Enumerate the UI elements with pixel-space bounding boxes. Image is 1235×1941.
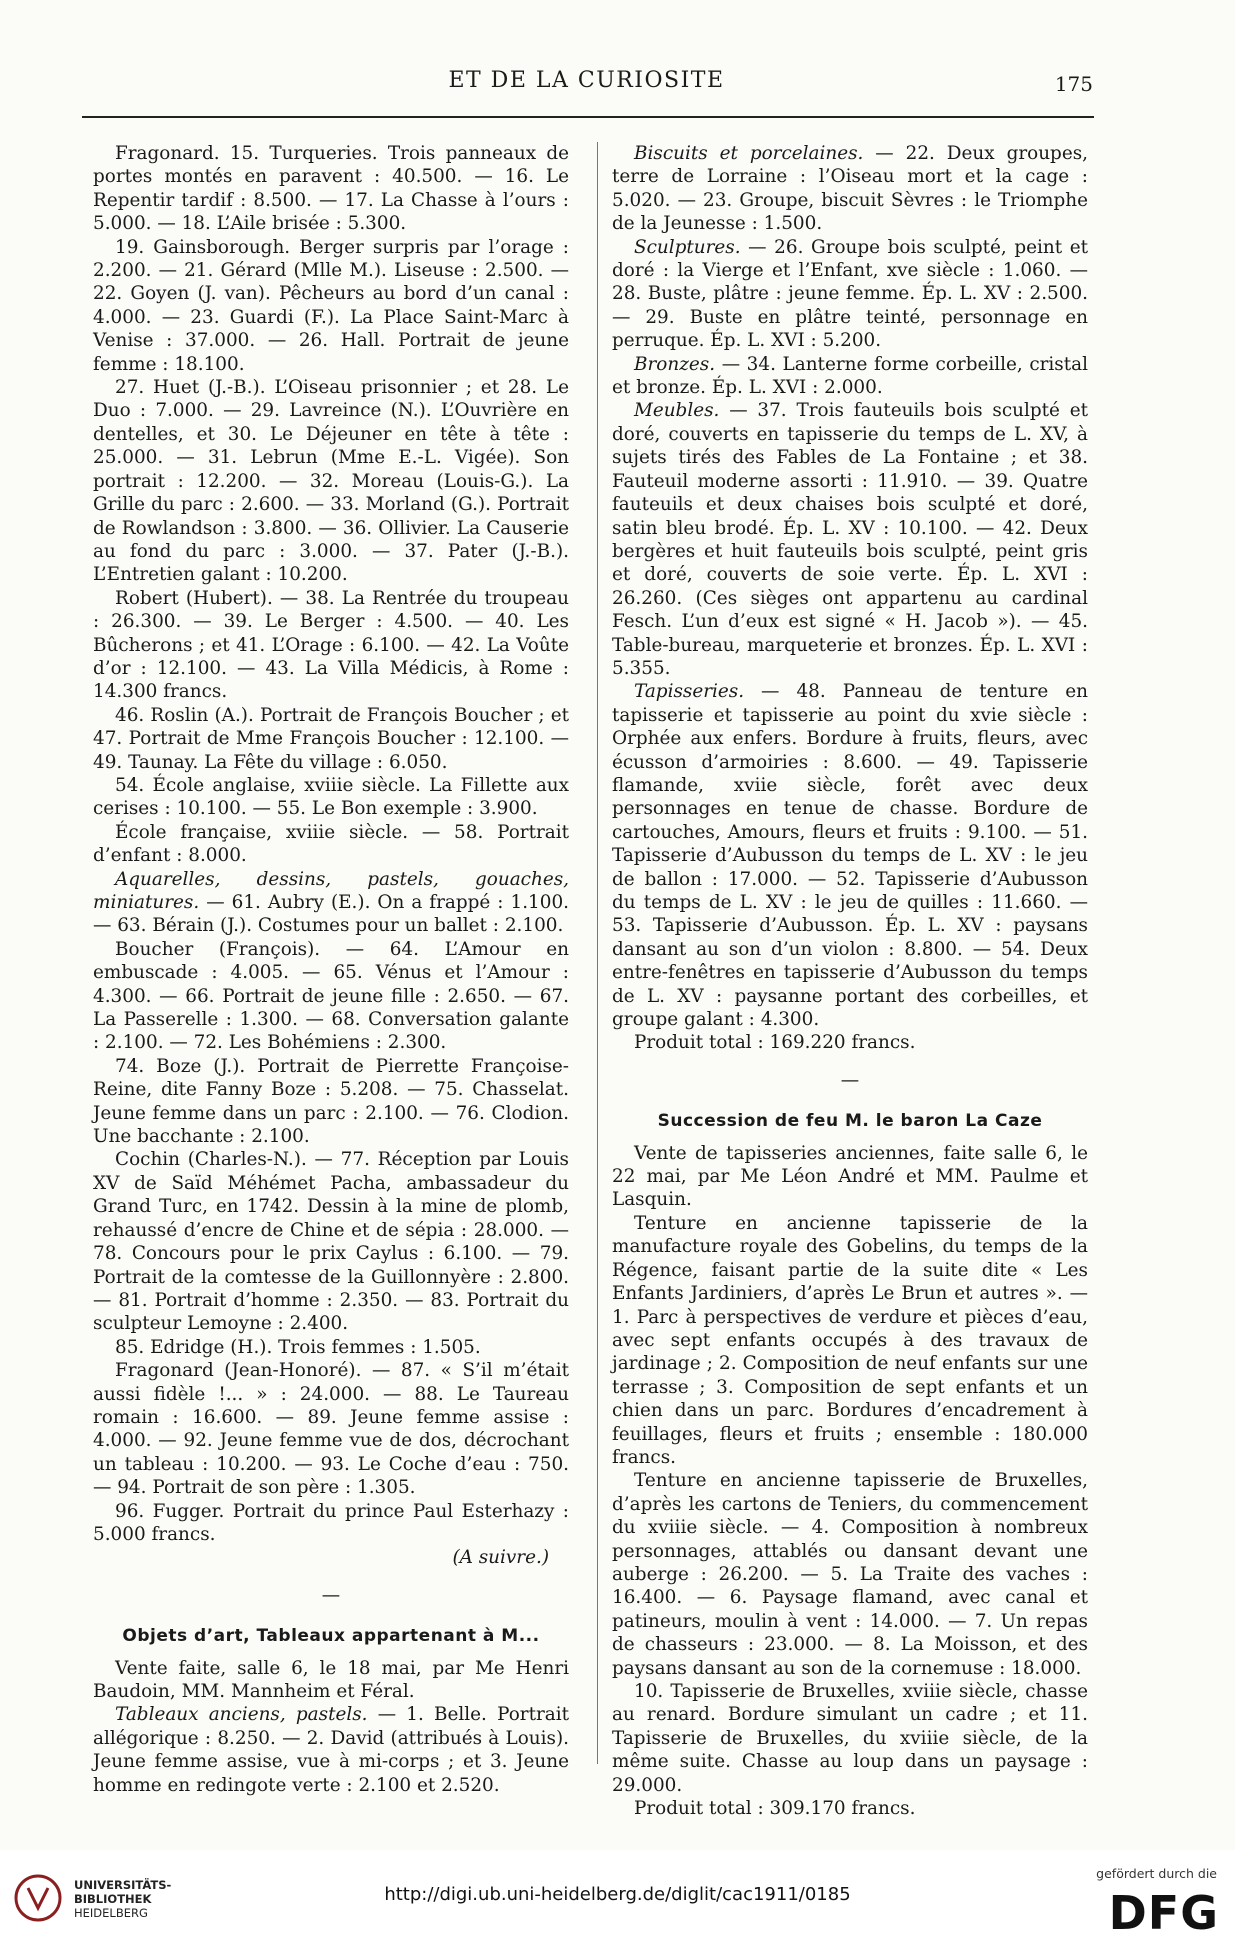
paragraph <box>612 680 1088 1031</box>
footer-bar <box>0 1850 1235 1941</box>
paragraph <box>93 821 569 868</box>
paragraph <box>612 1142 1088 1212</box>
paragraph <box>612 1469 1088 1680</box>
paragraph-text: — 48. Panneau de tenture en tapisserie et tapisserie au point du xvie siècle : Orphée aux enfers. Bordure à fruits, fleurs, avec écusson d’armoiries : 8.600. — 49. Tapisserie flamande, xviie siècle, forêt avec deux personnages en tenue de chasse. Bordure de cartouches, Amours, fleurs et fruits : 9.100. — 51. Tapisserie d’Aubusson du temps de L. XV : le jeu de ballon : 17.000. — 52. Tapisserie d’Aubusson du temps de L. XV : le jeu de quilles : 11.660. — 53. Tapisserie d’Aubusson. Ép. L. XV : paysans dansant au son d’un violon : 8.800. — 54. Deux entre-fenêtres en tapisserie d’Aubusson du temps de L. XV : paysanne portant des corbeilles, et groupe galant : 4.300. <box>612 681 1088 1031</box>
left-paragraphs <box>93 142 569 1546</box>
paragraph-text: Tenture en ancienne tapisserie de la manufacture royale des Gobelins, du temps de la Régence, faisant partie de la suite dite « Les Enfants Jardiniers, d’après Le Brun et autres ». — 1. Parc à perspectives de verdure et pièces d’eau, avec sept enfants occupés à des travaux de jardinage ; 2. Composition de neuf enfants sur une terrasse ; 3. Composition de sept enfants et un chien dans un parc. Bordures d’encadrement à feuillages, fleurs et fruits ; ensemble : 180.000 francs. <box>612 1212 1088 1468</box>
paragraph <box>93 1657 569 1704</box>
section-divider: — <box>321 1584 341 1606</box>
paragraph-text: Vente de tapisseries anciennes, faite salle 6, le 22 mai, par Me Léon André et MM. Paulme et Lasquin. <box>612 1142 1088 1211</box>
paragraph-text: — 37. Trois fauteuils bois sculpté et doré, couverts en tapisserie du temps de L. XV, à sujets tirés des Fables de La Fontaine ; et 38. Fauteuil moderne assorti : 11.910. — 39. Quatre fauteuils et deux chaises bois sculpté et doré, satin bleu brodé. Ép. L. XV : 10.100. — 42. Deux bergères et huit fauteuils bois sculpté, peint gris et doré, couverts de soie verte. Ép. L. XVI : 26.260. (Ces sièges ont appartenu au cardinal Fesch. L’un d’eux est signé « H. Jacob »). — 45. Table-bureau, marqueterie et bronzes. Ép. L. XVI : 5.355. <box>612 400 1088 679</box>
paragraph-text: — 26. Groupe bois sculpté, peint et doré : la Vierge et l’Enfant, xve siècle : 1.060. — 28. Buste, plâtre : jeune femme. Ép. L. XV : 2.500. — 29. Buste en plâtre teinté, personnage en perruque. Ép. L. XVI : 5.200. <box>612 236 1088 352</box>
paragraph <box>93 868 569 938</box>
paragraph-text: Cochin (Charles-N.). — 77. Réception par Louis XV de Saïd Méhémet Pacha, ambassadeur du Grand Turc, en 1742. Dessin à la mine de plomb, rehaussé d’encre de Chine et de sépia : 28.000. — 78. Concours pour le prix Caylus : 6.100. — 79. Portrait de la comtesse de la Guillonnyère : 2.800. — 81. Portrait d’homme : 2.350. — 83. Portrait du sculpteur Lemoyne : 2.400. <box>93 1149 569 1335</box>
paragraph-text: 27. Huet (J.-B.). L’Oiseau prisonnier ; et 28. Le Duo : 7.000. — 29. Lavreince (N.). L’Ouvrière en dentelles, et 30. Le Déjeuner en tête à tête : 25.000. — 31. Lebrun (Mme E.-L. Vigée). Son portrait : 12.200. — 32. Moreau (Louis-G.). La Grille du parc : 2.600. — 33. Morland (G.). Portrait de Rowlandson : 3.800. — 36. Ollivier. La Causerie au fond du parc : 3.000. — 37. Pater (J.-B.). L’Entretien galant : 10.200. <box>93 377 569 586</box>
library-name: UNIVERSITÄTS- BIBLIOTHEK HEIDELBERG <box>74 1878 172 1920</box>
paragraph <box>93 236 569 376</box>
permalink-url[interactable]: http://digi.ub.uni-heidelberg.de/diglit/cac1911/0185 <box>384 1884 851 1905</box>
paragraph <box>93 1359 569 1499</box>
paragraph-italic-lead: Tapisseries. <box>634 681 745 703</box>
paragraph <box>612 236 1088 353</box>
paragraph <box>93 376 569 587</box>
paragraph-text: 46. Roslin (A.). Portrait de François Boucher ; et 47. Portrait de Mme François Boucher : 12.100. — 49. Taunay. La Fête du village : 6.050. <box>93 704 569 773</box>
left-section-paragraphs <box>93 1657 569 1797</box>
paragraph <box>612 142 1088 236</box>
paragraph <box>93 1500 569 1547</box>
paragraph-italic-lead: Bronzes. <box>634 353 716 375</box>
section-heading-succession: Succession de feu M. le baron La Caze <box>657 1111 1043 1132</box>
paragraph-text: Produit total : 309.170 francs. <box>634 1798 916 1820</box>
paragraph-text: 85. Edridge (H.). Trois femmes : 1.505. <box>115 1336 481 1358</box>
header-rule <box>82 116 1094 118</box>
dfg-logo[interactable]: DFG <box>1108 1886 1219 1940</box>
paragraph-italic-lead: Tableaux anciens, pastels. <box>115 1704 368 1726</box>
paragraph-text: 74. Boze (J.). Portrait de Pierrette Françoise-Reine, dite Fanny Boze : 5.208. — 75. Chasselat. Jeune femme dans un parc : 2.100. — 76. Clodion. Une bacchante : 2.100. <box>93 1055 569 1148</box>
paragraph-text: — 22. Deux groupes, terre de Lorraine : l’Oiseau mort et la cage : 5.020. — 23. Groupe, biscuit Sèvres : le Triomphe de la Jeunesse : 1.500. <box>612 143 1088 235</box>
paragraph-text: Boucher (François). — 64. L’Amour en embuscade : 4.005. — 65. Vénus et l’Amour : 4.300. — 66. Portrait de jeune fille : 2.650. — 67. La Passerelle : 1.300. — 68. Conversation galante : 2.100. — 72. Les Bohémiens : 2.300. <box>93 938 569 1054</box>
paragraph <box>612 1797 1088 1820</box>
section-divider: — <box>840 1069 860 1091</box>
paragraph-text: 10. Tapisserie de Bruxelles, xviiie siècle, chasse au renard. Bordure simulant un cadre ; et 11. Tapisserie de Bruxelles, du xviiie siècle, de la même suite. Chasse au loup dans un paysage : 29.000. <box>612 1681 1088 1796</box>
paragraph-text: — 61. Aubry (E.). On a frappé : 1.100. — 63. Bérain (J.). Costumes pour un ballet : 2.100. <box>93 892 569 937</box>
paragraph-text: Vente faite, salle 6, le 18 mai, par Me Henri Baudoin, MM. Mannheim et Féral. <box>93 1657 569 1702</box>
page-number: 175 <box>1054 72 1093 96</box>
funding-label: gefördert durch die <box>1096 1866 1217 1881</box>
paragraph-text: Tenture en ancienne tapisserie de Bruxelles, d’après les cartons de Teniers, du commencement du xviiie siècle. — 4. Composition à nombreux personnages, attablés ou dansant devant une auberge : 26.200. — 5. La Traite des vaches : 16.400. — 6. Paysage flamand, avec canal et patineurs, moulin à vent : 14.000. — 7. Un repas de chasseurs : 23.000. — 8. La Moisson, et des paysans dansant au son de la cornemuse : 18.000. <box>612 1470 1088 1679</box>
header-title: ET DE LA CURIOSITE <box>448 68 725 93</box>
paragraph-text: Produit total : 169.220 francs. <box>634 1032 916 1054</box>
paragraph <box>93 938 569 1055</box>
paragraph-text: — 34. Lanterne forme corbeille, cristal et bronze. Ép. L. XVI : 2.000. <box>612 353 1088 399</box>
running-header <box>80 68 1093 108</box>
paragraph-italic-lead: Meubles. <box>634 400 720 422</box>
paragraph <box>93 1055 569 1149</box>
section-heading-objets: Objets d’art, Tableaux appartenant à M... <box>122 1626 540 1647</box>
paragraph-italic-lead: Sculptures. <box>634 236 741 258</box>
paragraph <box>612 1212 1088 1469</box>
paragraph-italic-lead: Aquarelles, dessins, pastels, gouaches, miniatures. <box>93 868 569 913</box>
a-suivre: (A suivre.) <box>452 1547 549 1569</box>
paragraph <box>93 587 569 704</box>
right-column <box>612 142 1088 1820</box>
paragraph-text: — 1. Belle. Portrait allégorique : 8.250. — 2. David (attribués à Louis). Jeune femme assise, vue à mi-corps ; et 3. Jeune homme en redingote verte : 2.100 et 2.520. <box>93 1704 570 1796</box>
left-column <box>93 142 569 1797</box>
paragraph-text: Fragonard (Jean-Honoré). — 87. « S’il m’était aussi fidèle !... » : 24.000. — 88. Le Taureau romain : 16.600. — 89. Jeune femme assise : 4.000. — 92. Jeune femme vue de dos, décrochant un tableau : 10.200. — 93. Le Coche d’eau : 750. — 94. Portrait de son père : 1.305. <box>93 1360 569 1499</box>
paragraph <box>93 774 569 821</box>
paragraph <box>93 1148 569 1335</box>
paragraph-text: Robert (Hubert). — 38. La Rentrée du troupeau : 26.300. — 39. Le Berger : 4.500. — 40. Les Bûcherons ; et 41. L’Orage : 6.100. — 42. La Voûte d’or : 12.100. — 43. La Villa Médicis, à Rome : 14.300 francs. <box>93 587 569 703</box>
paragraph <box>93 142 569 236</box>
paragraph <box>93 704 569 774</box>
paragraph-text: 19. Gainsborough. Berger surpris par l’orage : 2.200. — 21. Gérard (Mlle M.). Liseuse : 2.500. — 22. Goyen (J. van). Pêcheurs au bord d’un canal : 4.000. — 23. Guardi (F.). La Place Saint-Marc à Venise : 37.000. — 26. Hall. Portrait de jeune femme : 18.100. <box>93 236 569 375</box>
paragraph-text: École française, xviiie siècle. — 58. Portrait d’enfant : 8.000. <box>93 821 569 867</box>
right-paragraphs <box>612 142 1088 1055</box>
right-section-paragraphs <box>612 1142 1088 1821</box>
paragraph <box>612 1031 1088 1054</box>
paragraph <box>612 1680 1088 1797</box>
paragraph-text: 96. Fugger. Portrait du prince Paul Esterhazy : 5.000 francs. <box>93 1500 569 1545</box>
paragraph-italic-lead: Biscuits et porcelaines. <box>634 143 864 164</box>
paragraph <box>612 353 1088 400</box>
paragraph-text: Fragonard. 15. Turqueries. Trois panneaux de portes montés en paravent : 40.500. — 16. Le Repentir tardif : 8.500. — 17. La Chasse à l’ours : 5.000. — 18. L’Aile brisée : 5.300. <box>93 143 569 235</box>
paragraph <box>93 1336 569 1359</box>
paragraph <box>93 1703 569 1797</box>
paragraph-text: 54. École anglaise, xviiie siècle. La Fillette aux cerises : 10.100. — 55. Le Bon exemple : 3.900. <box>93 774 569 820</box>
paragraph <box>612 399 1088 680</box>
column-divider <box>597 142 598 1764</box>
